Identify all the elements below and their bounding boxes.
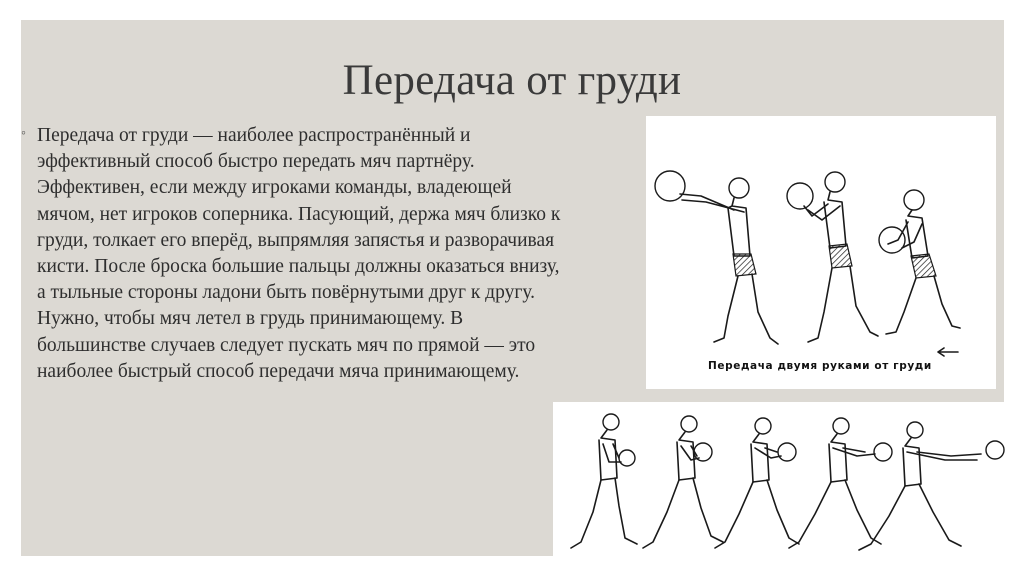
- sequence-figure-4: [789, 418, 892, 548]
- player-figure-1: [655, 171, 778, 344]
- sequence-figure-5: [859, 422, 1004, 550]
- three-players-drawing: [646, 116, 996, 389]
- sequence-figure-2: [643, 416, 723, 548]
- bullet-marker: ◦: [21, 126, 26, 141]
- player-figure-2: [787, 172, 878, 342]
- sequence-figure-1: [571, 414, 637, 548]
- player-figure-3: [879, 190, 960, 334]
- chest-pass-illustration-top: [646, 116, 996, 389]
- pass-sequence-drawing: [553, 402, 1024, 576]
- body-paragraph: Передача от груди — наиболее распространённый и эффективный способ быстро передать мяч партнёру. Эффективен, если между игроками команды, владеющей мячом, нет игроков соперника. Пасующий, держа мяч близко к груди, толкает его вперёд, выпрямляя запястья и разворачивая кисти. После броска большие пальцы должны оказаться внизу, а тыльные стороны ладони быть повёрнутыми друг к другу. Нужно, чтобы мяч летел в грудь принимающему. В большинстве случаев следует пускать мяч по прямой — это наиболее быстрый способ передачи мяча принимающему.: [37, 125, 561, 382]
- sequence-figure-3: [715, 418, 799, 548]
- illustration-caption: Передача двумя руками от груди: [708, 360, 932, 372]
- chest-pass-illustration-bottom: [553, 402, 1024, 576]
- slide-title: Передача от груди: [342, 57, 682, 104]
- direction-arrow-icon: [938, 348, 958, 356]
